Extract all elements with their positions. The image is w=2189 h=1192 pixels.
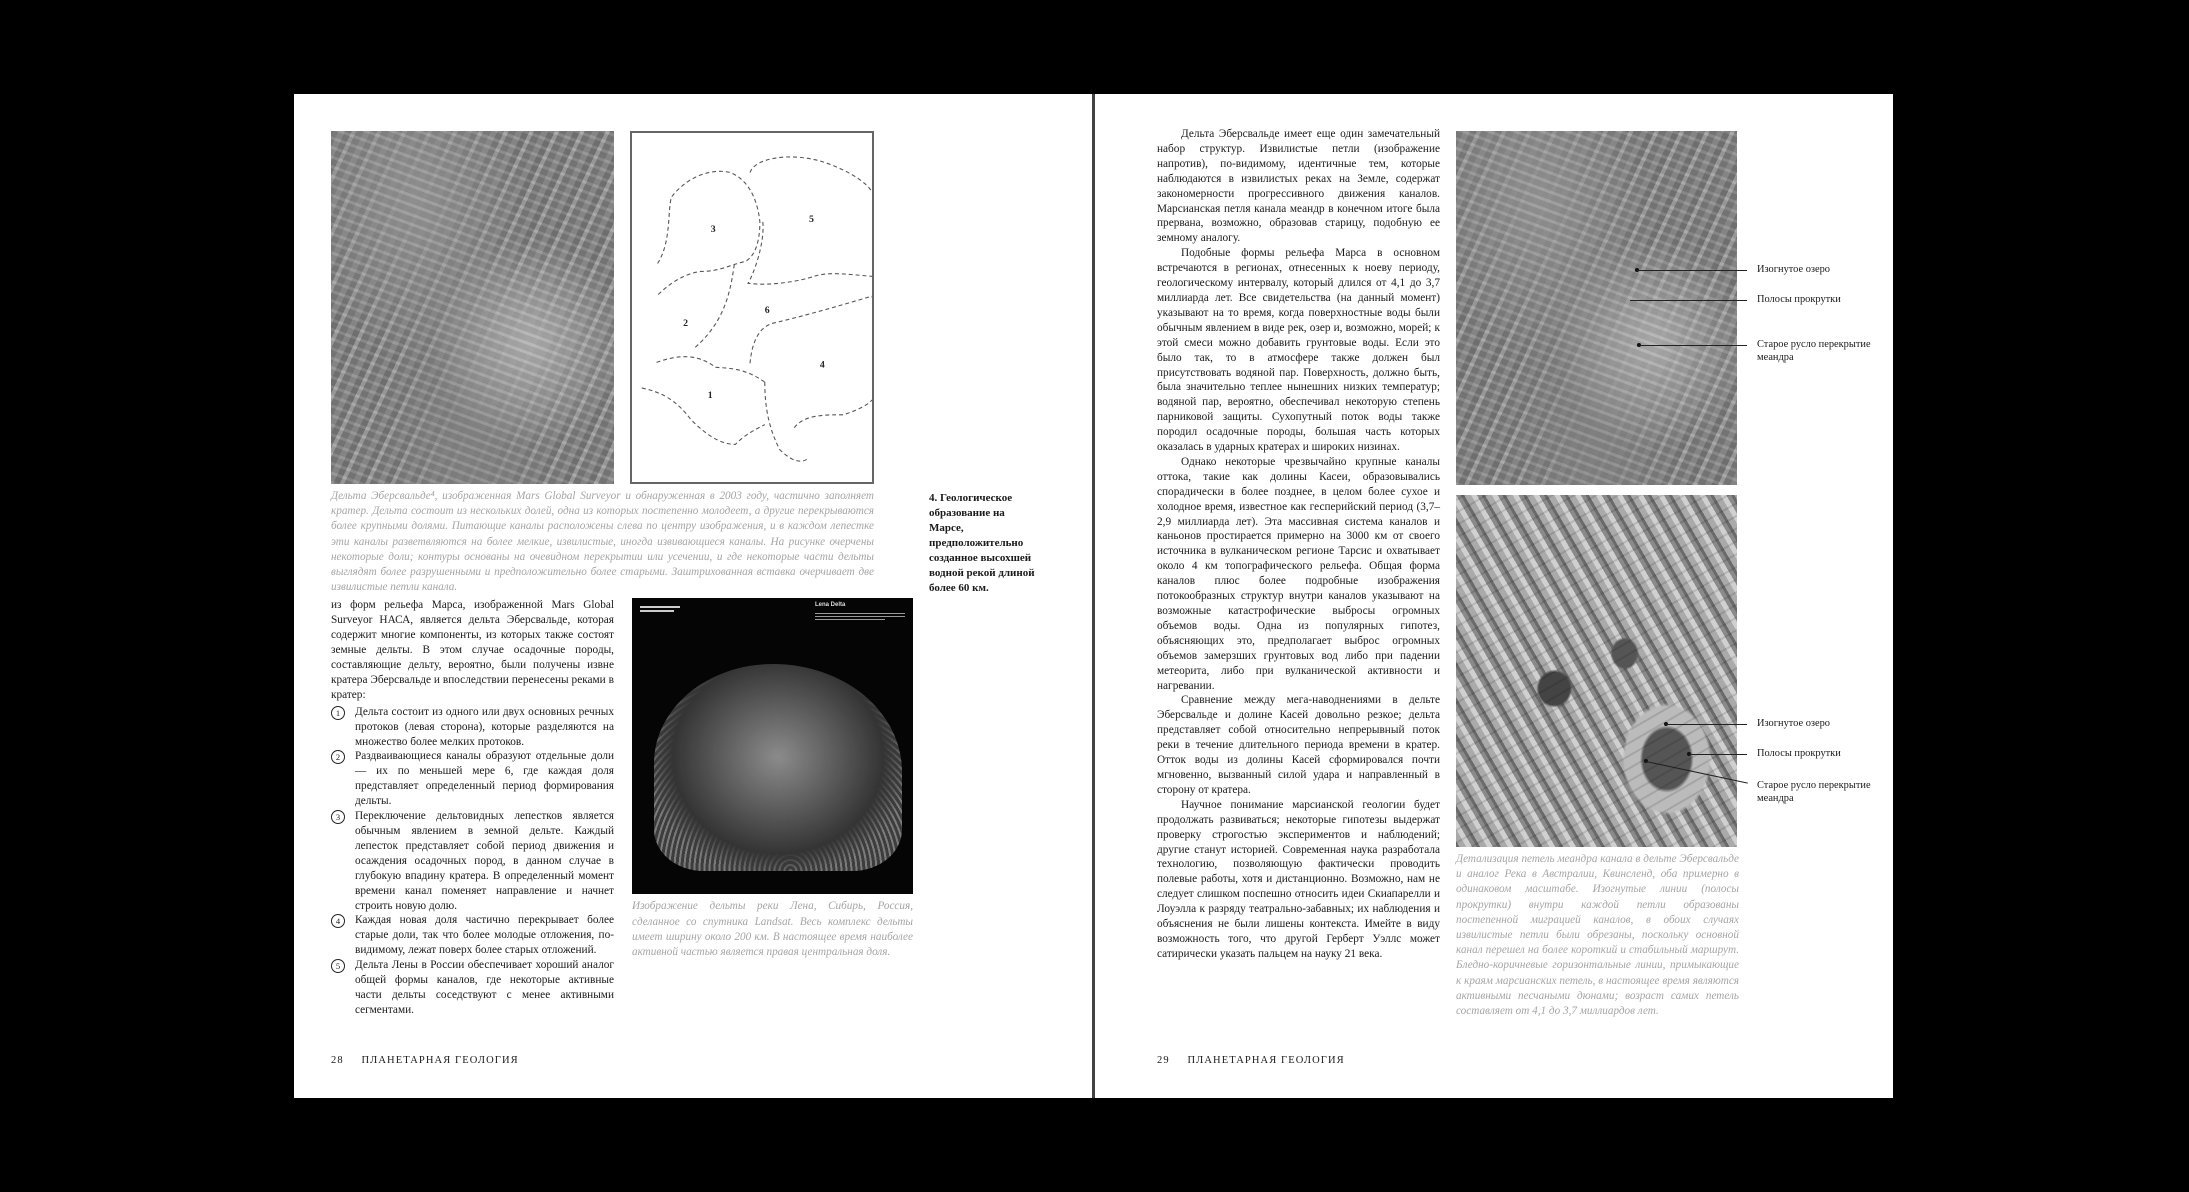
list-item-text: Каждая новая доля частично перекрывает более старые доли, так что более молодые отложения, по-видимому, лежат поверх более старых отложений. <box>355 914 614 957</box>
lobe-1-outline <box>642 382 807 461</box>
lobe-label-2: 2 <box>683 317 689 329</box>
list-item <box>331 809 614 913</box>
right-body-text <box>1157 127 1440 962</box>
lena-delta-photo <box>632 598 913 894</box>
callout-line <box>1630 300 1747 301</box>
callout-line <box>1666 724 1747 725</box>
list-number-circle: 4 <box>331 914 345 928</box>
lena-poster-header <box>640 604 905 630</box>
list-number-circle: 2 <box>331 750 345 764</box>
list-item-text: Дельта Лены в России обеспечивает хороший аналог общей формы каналов, где некоторые активные части дельты соседствуют с менее активными сегментами. <box>355 959 614 1016</box>
earth-meander-photo <box>1456 495 1737 847</box>
page-number: 29 <box>1157 1055 1170 1066</box>
lena-column <box>632 598 913 960</box>
meander-caption: Детализация петель меандра канала в дельте Эберсвальде и аналог Река в Австралии, Квинсленд, оба примерно в одинаковом масштабе. Изогнутые линии (полосы прокрутки) внутри каждой петли образованы постепенной миграцией каналов, в обоих случаях извилистые петли были обрезаны, поскольку основной канал перешел на более короткий и стабильный маршрут. Бледно-коричневые горизонтальные линии, примыкающие к краям марсианских петель, в настоящее время являются активными песчаными дюнами; возраст самих петель составляет от 4,1 до 3,7 миллиардов лет. <box>1456 853 1739 1018</box>
paragraph: Подобные формы рельефа Марса в основном встречаются в регионах, отнесенных к ноеву периоду, геологическому интервалу, который длился от 4,1 до 3,7 миллиарда лет. Все свидетельства (на данный момент) указывают на то время, когда поверхностные воды были обычным явлением в виде рек, озер и, возможно, морей; к этой смеси можно добавить грунтовые воды. Если это было так, то в атмосфере также должен был присутствовать водяной пар. Поверхность, должно быть, была значительно теплее нынешних низких температур; водяной пар, вероятно, обеспечивал некоторую степень парниковой защиты. Сухопутный поток воды также породил осадочные породы, большая часть которых оказалась в ударных кратерах и широких низинах. <box>1157 247 1440 454</box>
list-number-circle: 5 <box>331 959 345 973</box>
lobe-label-4: 4 <box>819 359 825 371</box>
delta-lobes-diagram <box>630 131 874 484</box>
lena-poster-title: Lena Delta <box>815 602 846 609</box>
list-item-text: Раздваивающиеся каналы образуют отдельные доли — их по меньшей мере 6, где каждая доля представляет определенный период формирования дельты. <box>355 750 614 808</box>
mars-delta-caption: Дельта Эберсвальде⁴, изображенная Mars Global Surveyor и обнаруженная в 2003 году, частично заполняет кратер. Дельта состоит из нескольких долей, одна из которых постепенно молодеет, а другие перекрываются более крупными долями. Питающие каналы расположены слева по центру изображения, и в каждом лепестке эти каналы разветвляются на более мелкие, извилистые, иногда извивающиеся каналы. На рисунке очерчены некоторые доли; контуры основаны на очевидном перекрытии или усечении, и где некоторые части дельты выглядят более разрушенными и предположительно более старыми. Заштрихованная вставка очерчивает две извилистые петли канала. <box>331 490 874 594</box>
running-head: ПЛАНЕТАРНАЯ ГЕОЛОГИЯ <box>361 1055 519 1066</box>
list-item <box>331 958 614 1018</box>
mars-meander-photo <box>1456 131 1737 485</box>
callout-label-old-channel-mars: Старое русло перекрытие меандра <box>1757 339 1871 363</box>
lobe-6-outline <box>695 264 872 363</box>
lobe-3-outline <box>657 171 760 296</box>
meander-column <box>1456 131 1739 1019</box>
paragraph: Дельта Эберсвальде имеет еще один замечательный набор структур. Извилистые петли (изображение напротив), по-видимому, идентичные тем, которые наблюдаются в извилистых реках на Земле, содержат закономерности прогрессивного движения каналов. Марсианская петля канала меандр в конечном итоге была прервана, возможно, образовав старицу, подобную ее земному аналогу. <box>1157 128 1440 245</box>
lobe-4-outline <box>794 296 872 427</box>
callout-line <box>1639 345 1747 346</box>
footnote-4: 4. Геологическое образование на Марсе, предположительно созданное высохшей водной рекой длиной более 60 км. <box>929 492 1035 594</box>
lena-delta-shape <box>654 664 901 871</box>
list-item-text: Переключение дельтовидных лепестков является обычным явлением в земной дельте. Каждый лепесток представляет собой период движения и осаждения осадочных пород, в данном случае в глубокую впадину кратера. В определенный момент времени канал поменяет направление и начнет строить новую долю. <box>355 810 614 912</box>
list-item <box>331 913 614 958</box>
callout-label-old-channel-earth: Старое русло перекрытие меандра <box>1757 780 1871 804</box>
callout-label-scroll-bars-earth: Полосы прокрутки <box>1757 748 1841 759</box>
lobe-label-6: 6 <box>764 304 770 316</box>
callout-label-scroll-bars-mars: Полосы прокрутки <box>1757 294 1841 305</box>
page-number: 28 <box>331 1055 344 1066</box>
lena-delta-caption: Изображение дельты реки Лена, Сибирь, Россия, сделанное со спутника Landsat. Весь комплекс дельты имеет ширину около 200 км. В настоящее время наиболее активной частью является правая центральная доля. <box>632 900 913 959</box>
list-item <box>331 705 614 750</box>
callout-label-oxbow-lake-mars: Изогнутое озеро <box>1757 264 1830 275</box>
mars-delta-photo <box>331 131 614 484</box>
list-number-circle: 1 <box>331 706 345 720</box>
list-item <box>331 749 614 809</box>
list-number-circle: 3 <box>331 810 345 824</box>
paragraph: Однако некоторые чрезвычайно крупные каналы оттока, такие как долины Касеи, образовывались спорадически в более позднее, в целом более сухое и холодное время, известное как гесперийский период (3,7–2,9 миллиарда лет). Эта массивная система каналов и каньонов простирается примерно на 3000 км от своего источника в вулканическом регионе Тарсис и охватывает около 4 км топографического рельефа. Общая форма каналов плюс более подробные изображения потокообразных структур внутри каналов указывают на возможные катастрофические выбросы огромных объемов воды. Одна из популярных гипотез, объясняющих это, предполагает выброс огромных объемов замерзших грунтовых вод либо при падении метеорита, либо при вулканической активности и нагревании. <box>1157 455 1440 692</box>
lobes-outline-svg <box>632 133 872 482</box>
lobe-label-5: 5 <box>809 213 814 225</box>
mars-photo-column <box>331 131 614 484</box>
left-body-text <box>331 598 614 1017</box>
callout-line <box>1637 270 1747 271</box>
paragraph: Научное понимание марсианской геологии будет продолжать развиваться; некоторые гипотезы выдержат проверку строгостью экспериментов и наблюдений; другие станут историей. Современная наука разработала технологию, позволяющую фактически проводить полевые работы, хотя и дистанционно. Возможно, нам не следует слишком поспешно относить идеи Скиапарелли и Лоуэлла к разряду театрально-забавных; их наблюдения и объяснения не были лишены контекста. Имейте в виду возможность того, что другой Герберт Уэллс может сатирически указать пальцем на науку 21 века. <box>1157 798 1440 960</box>
right-page-footer <box>1157 1055 1345 1066</box>
lobe-label-1: 1 <box>707 389 713 401</box>
running-head: ПЛАНЕТАРНАЯ ГЕОЛОГИЯ <box>1187 1055 1345 1066</box>
paragraph: Сравнение между мега-наводнениями в дельте Эберсвальде и долине Касей довольно резкое; дельта представляет собой относительно непрерывный поток реки в течение длительного периода времени в кратер. Отток воды из долины Касей сформировался почти мгновенно, вызванный силой удара и направленный в сторону от кратера. <box>1157 694 1440 796</box>
delta-features-list <box>331 705 614 1018</box>
lobe-label-3: 3 <box>710 223 716 235</box>
intro-paragraph: из форм рельефа Марса, изображенной Mars Global Surveyor НАСА, является дельта Эберсвальде, которая содержит многие компоненты, из которых также состоят земные дельты. В этом случае осадочные породы, составляющие дельту, вероятно, были получены извне кратера Эберсвальде и впоследствии перенесены реками в кратер: <box>331 599 614 701</box>
callout-label-oxbow-lake-earth: Изогнутое озеро <box>1757 718 1830 729</box>
lobe-2-outline <box>657 357 765 382</box>
left-page-footer <box>331 1055 519 1066</box>
list-item-text: Дельта состоит из одного или двух основных речных протоков (левая сторона), которые разделяются на множество более мелких протоков. <box>355 705 614 748</box>
callout-line <box>1689 754 1747 755</box>
